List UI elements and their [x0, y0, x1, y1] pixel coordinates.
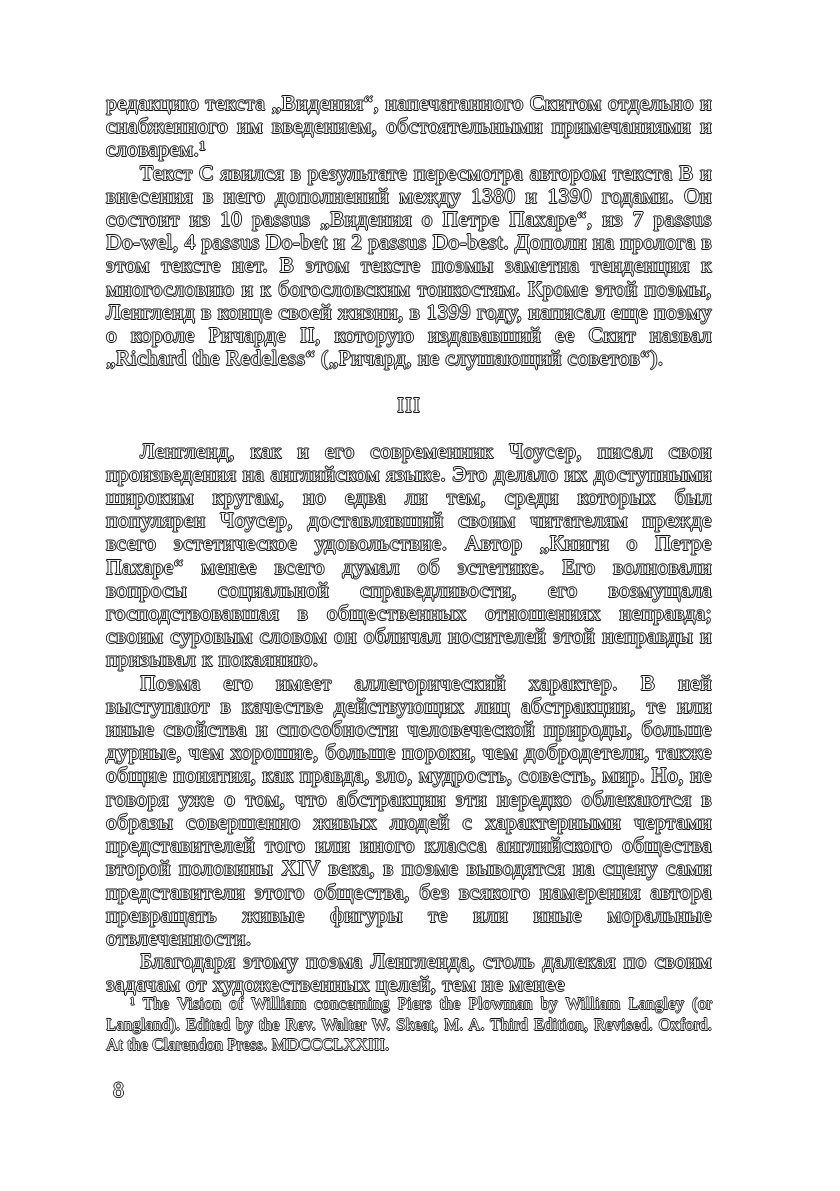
- footnote: [106, 994, 712, 1056]
- page-number: 8: [113, 1077, 124, 1102]
- section-number: III: [397, 393, 421, 418]
- main-text: [106, 92, 712, 997]
- paragraph-langland-chaucer: Ленгленд, как и его современник Чоусер, писал свои произведения на английском языке. Это делало их доступными широким кругам, но едва ли тем, среди которых был популярен Чоусер, доставлявший своим читателям прежде всего эстетическое удовольствие. Автор „Книги о Петре Пахаре“ менее всего думал об эстетике. Его волновали вопросы социальной справедливости, его возмущала господствовавшая в общественных отношениях неправда; своим суровым словом он обличал носителей этой неправды и призывал к покаянию.: [106, 438, 712, 672]
- paragraph-allegory: Поэма его имеет аллегорический характер. В ней выступают в качестве действующих лиц абстракции, те или иные свойства и способности человеческой природы, больше дурные, чем хорошие, больше пороки, чем добродетели, также общие понятия, как правда, зло, мудрость, совесть, мир. Но, не говоря уже о том, что абстракции эти нередко облекаются в образы совершенно живых людей с характерными чертами представителей того или иного класса английского общества второй половины XIV века, в поэме выводятся на сцену сами представители этого общества, без всякого намерения автора превращать живые фигуры те или иные моральные отвлеченности.: [106, 670, 712, 950]
- paragraph-continuation: редакцию текста „Видения“, напечатанного Скитом отдельно и снабженного им введением, обстоятельными примечаниями и словарем.¹: [106, 91, 712, 162]
- paragraph-text-c: Текст C явился в результате пересмотра автором текста B и внесения в него дополнений между 1380 и 1390 годами. Он состоит из 10 passus „Видения о Петре Пахаре“, из 7 passus Do-wel, 4 passus Do-bet и 2 passus Do-best. Дополн на пролога в этом тексте нет. В этом тексте поэмы заметна тенденция к многословию и к богословским тонкостям. Кроме этой поэмы, Ленгленд в конце своей жизни, в 1399 году, написал еще поэму о короле Ричарде II, которую издававший ее Скит назвал „Richard the Redeless“ („Ричард, не слушающий советов“).: [106, 160, 713, 371]
- footnote-text: ¹ The Vision of William concerning Piers the Plowman by William Langley (or Langland). Edited by the Rev. Walter W. Skeat, M. A. Third Edition, Revised. Oxford. At the Clarendon Press. MDCCCLXXIII.: [106, 994, 712, 1054]
- paragraph-thanks-to-this: Благодаря этому поэма Ленгленда, столь далекая по своим задачам от художественных целей, тем не менее: [106, 949, 712, 997]
